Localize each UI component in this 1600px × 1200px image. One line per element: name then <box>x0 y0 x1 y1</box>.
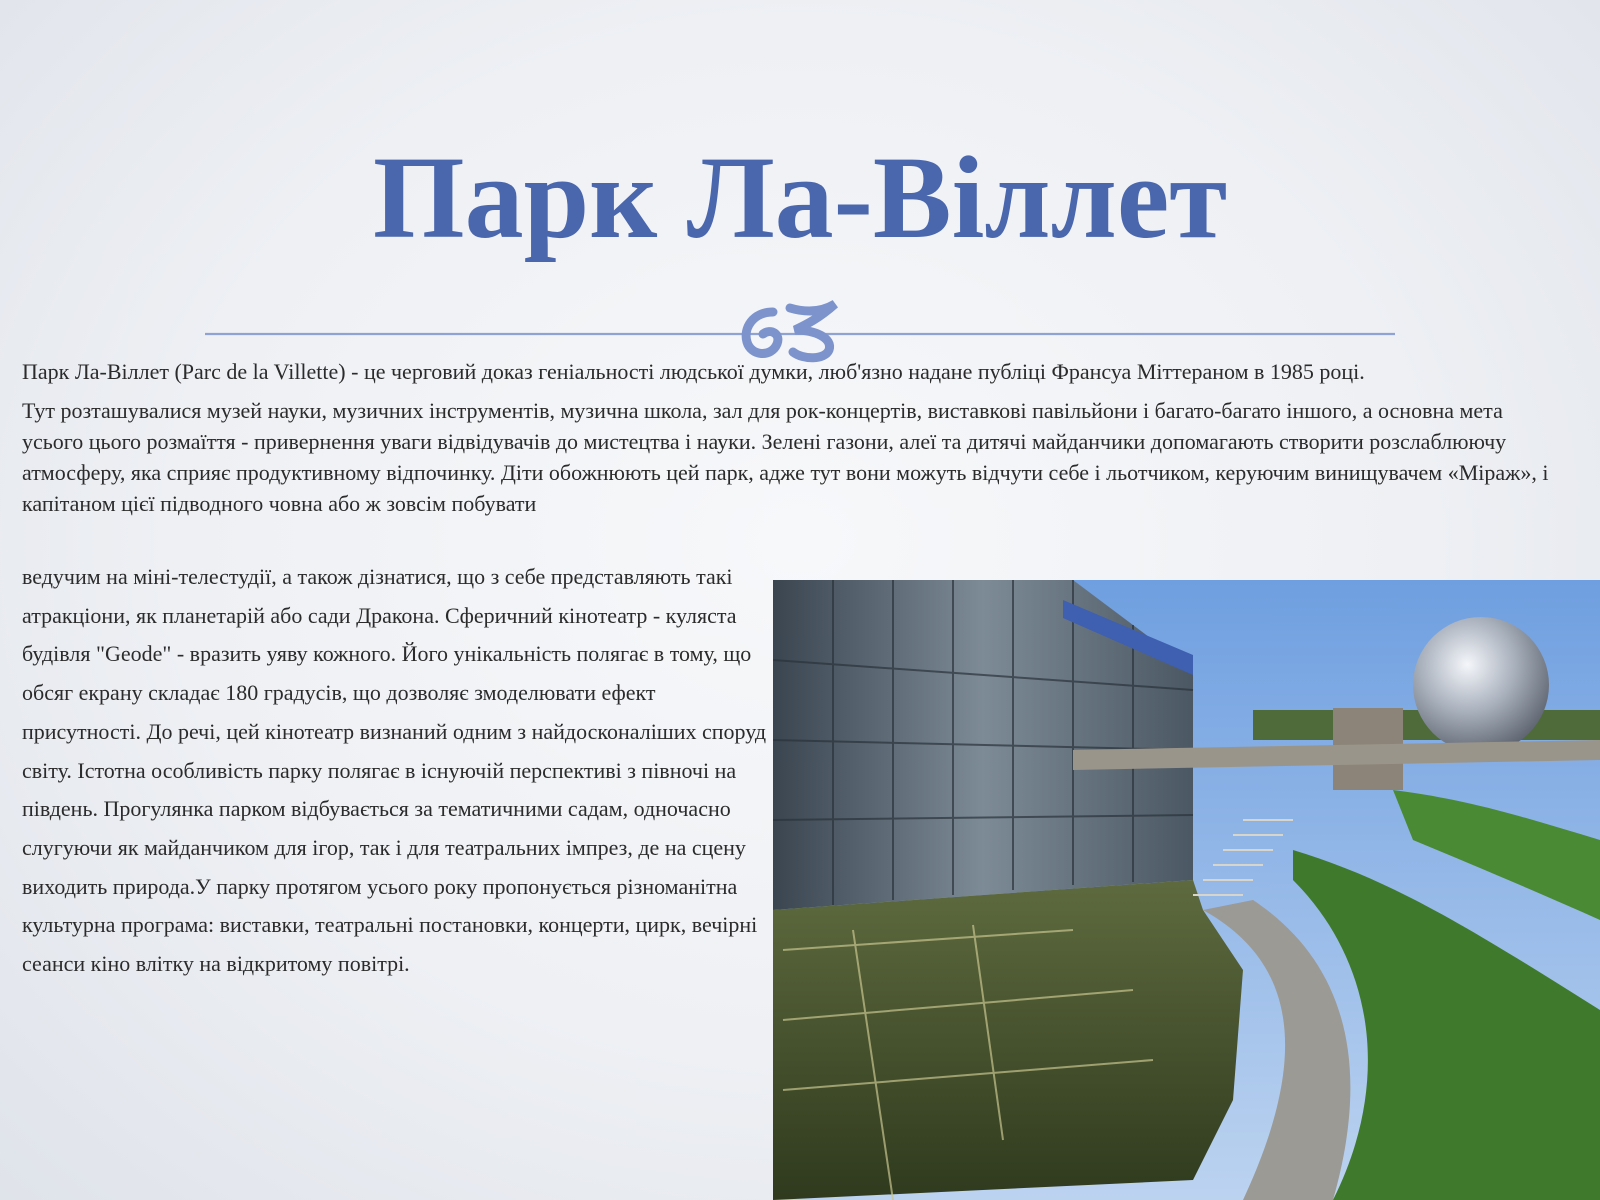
body-text <box>22 356 1562 527</box>
park-photo <box>773 580 1600 1200</box>
paragraph-description-top: Тут розташувалися музей науки, музичних інструментів, музична школа, зал для рок-концертів, виставкові павільйони і багато-багато іншого, а основна мета усього цього розмаїття - привернення уваги відвідувачів до мистецтва і науки. Зелені газони, алеї та дитячі майданчики допомагають створити розслаблюючу атмосферу, яка сприяє продуктивному відпочинку. Діти обожнюють цей парк, адже тут вони можуть відчути себе і льотчиком, керуючим винищувачем «Міраж», і капітаном цієї підводного човна або ж зовсім побувати <box>22 398 1549 516</box>
paragraph-description-left: ведучим на міні-телестудії, а також дізнатися, що з себе представляють такі атракціони, як планетарій або сади Дракона. Сферичний кінотеатр - куляста будівля "Geode" - вразить уяву кожного. Його унікальність полягає в тому, що обсяг екрану складає 180 градусів, що дозволяє змоделювати ефект присутності. До речі, цей кінотеатр визнаний одним з найдосконаліших споруд світу. Істотна особливість парку полягає в існуючій перспективі з півночі на південь. Прогулянка парком відбувається за тематичними садам, одночасно слугуючи як майданчиком для ігор, так і для театральних імпрез, де на сцену виходить природа.У парку протягом усього року пропонується різноманітна культурна програма: виставки, театральні постановки, концерти, цирк, вечірні сеанси кіно влітку на відкритому повітрі. <box>22 564 767 977</box>
flourish-icon <box>746 304 835 358</box>
paragraph-intro: Парк Ла-Віллет (Parc de la Villette) - це черговий доказ геніальності людської думки, люб'язно надане публіці Франсуа Міттераном в 1985 році. <box>22 359 1365 384</box>
slide-title: Парк Ла-Віллет <box>372 132 1228 263</box>
